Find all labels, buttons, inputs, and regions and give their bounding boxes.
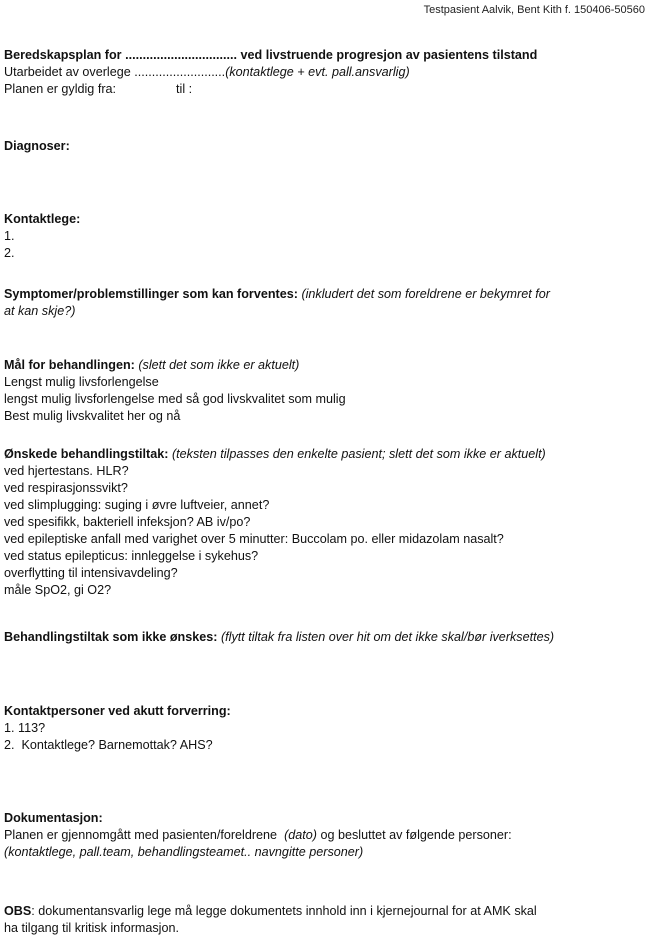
valid-from-label: Planen er gyldig fra: [4,82,117,96]
maal-section [4,357,346,425]
onskede-item: ved respirasjonssvikt? [4,481,128,495]
dokumentasjon-persons: (kontaktlege, pall.team, behandlingsteamet.. navngitte personer) [4,845,364,859]
maal-item: lengst mulig livsforlengelse med så god livskvalitet som mulig [4,392,346,406]
ikke-onskes-section [4,629,554,646]
patient-header: Testpasient Aalvik, Bent Kith f. 150406-50560 [423,4,645,16]
kontaktpersoner-item: 1. 113? [4,721,46,735]
onskede-heading: Ønskede behandlingstiltak: [4,447,169,461]
obs-section [4,903,537,937]
onskede-item: ved spesifikk, bakteriell infeksjon? AB iv/po? [4,515,251,529]
obs-text-cont: ha tilgang til kritisk informasjon. [4,921,179,935]
kontaktlege-section [4,211,80,262]
dokumentasjon-date: (dato) [284,828,317,842]
maal-heading: Mål for behandlingen: [4,358,135,372]
onskede-item: ved hjertestans. HLR? [4,464,129,478]
kontaktpersoner-heading: Kontaktpersoner ved akutt forverring: [4,704,231,718]
valid-period-line [4,81,537,98]
onskede-item: overflytting til intensivavdeling? [4,566,178,580]
dokumentasjon-text-cont: og besluttet av følgende personer: [320,828,512,842]
dokumentasjon-section [4,810,512,861]
maal-note: (slett det som ikke er aktuelt) [138,358,300,372]
plan-title-block [4,47,537,98]
kontaktlege-heading: Kontaktlege: [4,212,81,226]
obs-text: : dokumentansvarlig lege må legge dokumentets innhold inn i kjernejournal for at AMK skal [31,904,537,918]
ikke-onskes-note: (flytt tiltak fra listen over hit om det ikke skal/bør iverksettes) [220,630,555,644]
ikke-onskes-heading: Behandlingstiltak som ikke ønskes: [4,630,218,644]
symptomer-note: (inkludert det som foreldrene er bekymret for [301,287,550,301]
onskede-section [4,446,546,599]
onskede-item: måle SpO2, gi O2? [4,583,112,597]
maal-item: Lengst mulig livsforlengelse [4,375,159,389]
onskede-note: (teksten tilpasses den enkelte pasient; slett det som ikke er aktuelt) [171,447,546,461]
plan-title: Beredskapsplan for ................................ ved livstruende progresjon av pasientens tilstand [4,48,538,62]
prepared-by-line [4,64,537,81]
kontaktpersoner-item: 2. Kontaktlege? Barnemottak? AHS? [4,738,213,752]
prepared-by-label: Utarbeidet av overlege .......................... [4,65,226,79]
onskede-item: ved epileptiske anfall med varighet over 5 minutter: Buccolam po. eller midazolam nasalt? [4,532,504,546]
kontaktpersoner-section [4,703,231,754]
dokumentasjon-text: Planen er gjennomgått med pasienten/foreldrene [4,828,278,842]
dokumentasjon-heading: Dokumentasjon: [4,811,103,825]
symptomer-heading: Symptomer/problemstillinger som kan forventes: [4,287,298,301]
onskede-item: ved status epilepticus: innleggelse i sykehus? [4,549,259,563]
diagnoser-heading: Diagnoser: [4,139,70,153]
prepared-by-note: (kontaktlege + evt. pall.ansvarlig) [225,65,410,79]
onskede-item: ved slimplugging: suging i øvre luftveier, annet? [4,498,270,512]
symptomer-note-cont: at kan skje?) [4,304,76,318]
obs-label: OBS [4,904,32,918]
kontaktlege-item: 1. [4,229,15,243]
valid-to-label: til : [176,82,193,96]
kontaktlege-item: 2. [4,246,15,260]
maal-item: Best mulig livskvalitet her og nå [4,409,181,423]
symptomer-section [4,286,550,320]
